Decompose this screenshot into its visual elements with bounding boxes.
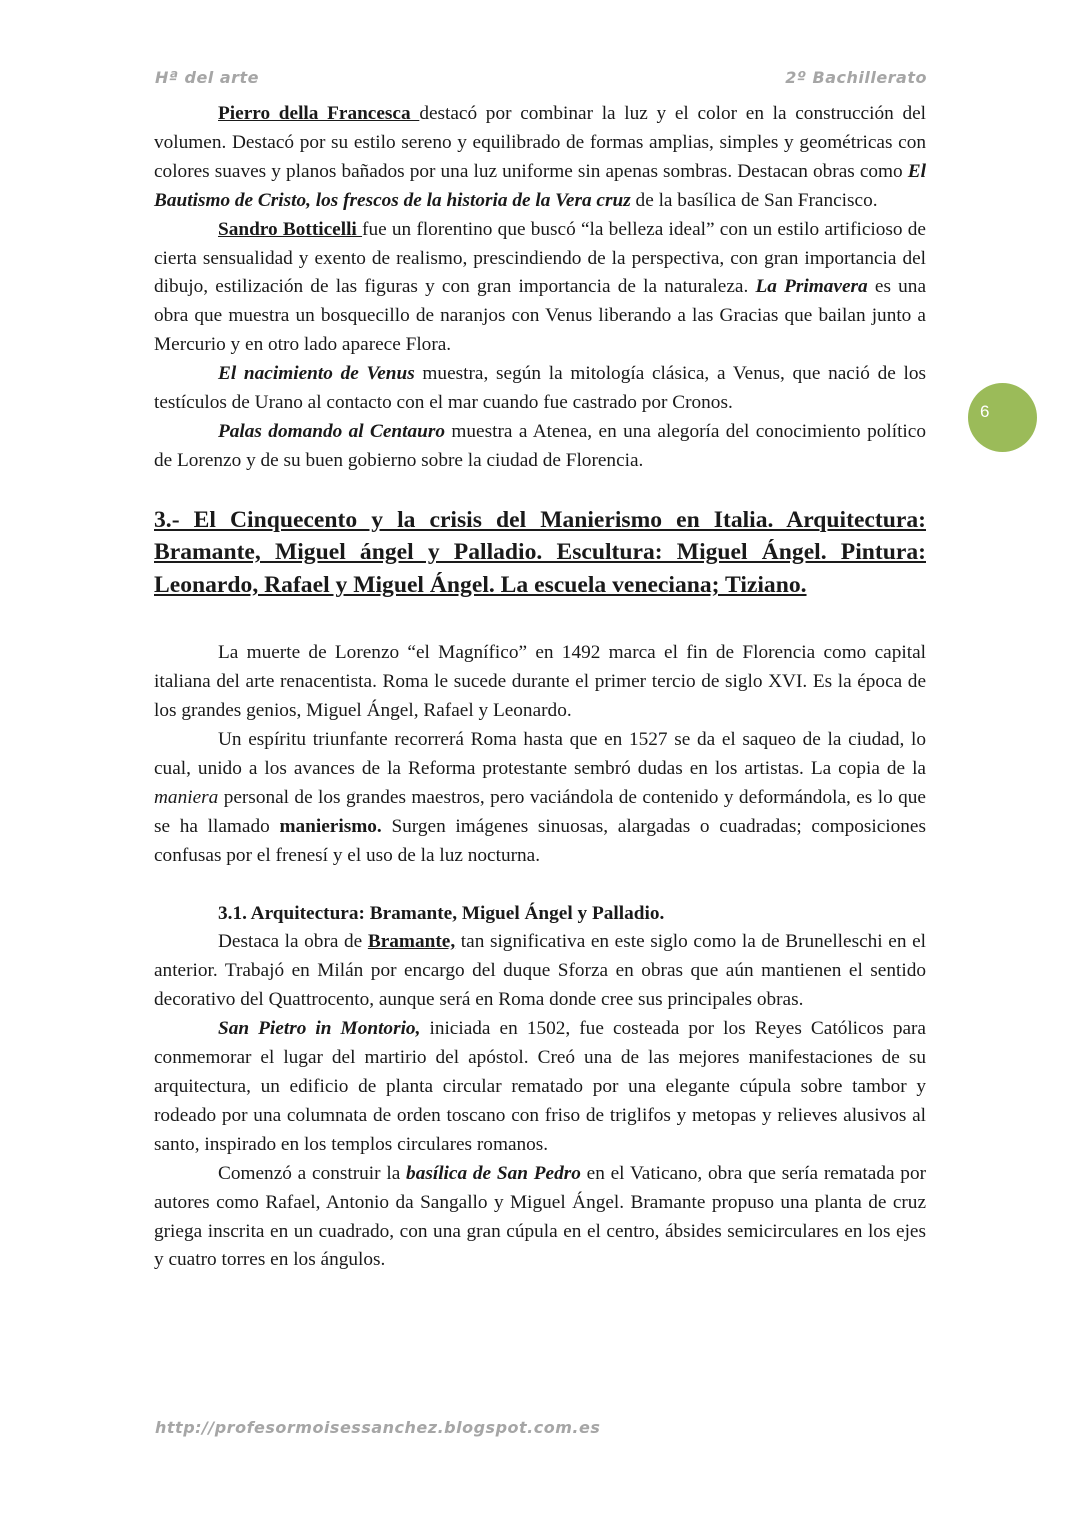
artist-name: Sandro Botticelli [218, 218, 363, 240]
bold-term: manierismo. [279, 815, 382, 837]
paragraph-text: Surgen imágenes sinuosas, alargadas o cuadradas; composiciones confusas por el frenesí y el uso de la luz nocturna. [154, 815, 926, 866]
paragraph-bramante [154, 928, 926, 1015]
paragraph-text: Comenzó a construir la [218, 1162, 407, 1184]
paragraph-text: en el Vaticano, obra que sería rematada por autores como Rafael, Antonio da Sangallo y Miguel Ángel. Bramante propuso una planta de cruz griega inscrita en un cuadrado, con una gran cúpula en el centro, ábsides semicirculares en los ejes y cuatro torres en los ángulos. [154, 1162, 927, 1271]
paragraph-palas [154, 418, 926, 476]
artist-name: Pierro della Francesca [218, 103, 420, 124]
artwork-title: Palas domando al Centauro [218, 420, 446, 442]
subsection-title: 3.1. Arquitectura: Bramante, Miguel Ángel y Palladio. [218, 902, 665, 924]
artwork-title: basílica de San Pedro [406, 1162, 581, 1184]
section-title: 3.- El Cinquecento y la crisis del Manierismo en Italia. Arquitectura: Bramante, Miguel ángel y Palladio. Escultura: Miguel Ángel. Pintura: Leonardo, Rafael y Miguel Ángel. La escuela veneciana; Tiziano. [154, 506, 926, 598]
paragraph-text: destacó por combinar la luz y el color en la construcción del volumen. Destacó por su estilo sereno y equilibrado de formas amplias, simples y geométricas con colores suaves y planos bañados por una luz uniforme sin apenas sombras. Destacan obras como [154, 103, 926, 182]
paragraph-text: tan significativa en este siglo como la de Brunelleschi en el anterior. Trabajó en Milán por encargo del duque Sforza en obras que aún mantienen el sentido decorativo del Quattrocento, aunque será en Roma donde cree sus principales obras. [154, 931, 926, 1011]
paragraph-lorenzo: La muerte de Lorenzo “el Magnífico” en 1492 marca el fin de Florencia como capital italiana del arte renacentista. Roma le sucede durante el primer tercio de siglo XVI. Es la época de los grandes genios, Miguel Ángel, Rafael y Leonardo. [154, 642, 926, 722]
artist-name: Bramante, [367, 931, 456, 953]
paragraph-text: iniciada en 1502, fue costeada por los Reyes Católicos para conmemorar el lugar del martirio del apóstol. Creó una de las mejores manifestaciones de su arquitectura, un edificio de planta circular rematado por una elegante cúpula sobre tambor y rodeado por una columnata de orden toscano con friso de triglifos y metopas y relieves alusivos al santo, inspirado en los templos circulares romanos. [154, 1018, 926, 1155]
paragraph-san-pietro [154, 1015, 926, 1160]
paragraph-venus [154, 360, 926, 418]
paragraph-text: muestra, según la mitología clásica, a Venus, que nació de los testículos de Urano al contacto con el mar cuando fue castrado por Cronos. [154, 363, 926, 414]
header-course: 2º Bachillerato [785, 68, 927, 87]
paragraph-text: muestra a Atenea, en una alegoría del conocimiento político de Lorenzo y de su buen gobierno sobre la ciudad de Florencia. [154, 420, 926, 471]
paragraph-pierro [154, 100, 926, 216]
paragraph-text: de la basílica de San Francisco. [630, 189, 878, 211]
artwork-title: El Bautismo de Cristo, los frescos de la historia de la Vera cruz [154, 160, 926, 211]
italic-term: maniera [154, 786, 219, 808]
paragraph-text: Un espíritu triunfante recorrerá Roma hasta que en 1527 se da el saqueo de la ciudad, lo cual, unido a los avances de la Reforma protestante sembró dudas en los artistas. La copia de la [154, 729, 926, 779]
document-body [154, 100, 926, 1275]
paragraph-text: Destaca la obra de [218, 931, 368, 953]
header-subject: Hª del arte [155, 68, 260, 87]
footer-url: http://profesormoisessanchez.blogspot.com.es [155, 1418, 601, 1437]
paragraph-text: fue un florentino que buscó “la belleza ideal” con un estilo artificioso de cierta sensualidad y exento de realismo, prescindiendo de la perspectiva, con gran importancia del dibujo, estilización de las figuras y con gran importancia de la naturaleza. [154, 218, 926, 298]
paragraph-san-pedro [154, 1160, 926, 1276]
paragraph-manierismo [154, 726, 926, 871]
paragraph-text: personal de los grandes maestros, pero vaciándola de contenido y deformándola, es lo que se ha llamado [154, 786, 926, 837]
artwork-title: La Primavera [755, 276, 868, 298]
paragraph-botticelli [154, 216, 926, 361]
paragraph-text: es una obra que muestra un bosquecillo de naranjos con Venus liberando a las Gracias que bailan junto a Mercurio y en otro lado aparece Flora. [154, 276, 927, 356]
page-number-badge: 6 [968, 383, 1037, 452]
artwork-title: El nacimiento de Venus [218, 363, 415, 385]
artwork-title: San Pietro in Montorio, [218, 1018, 421, 1040]
